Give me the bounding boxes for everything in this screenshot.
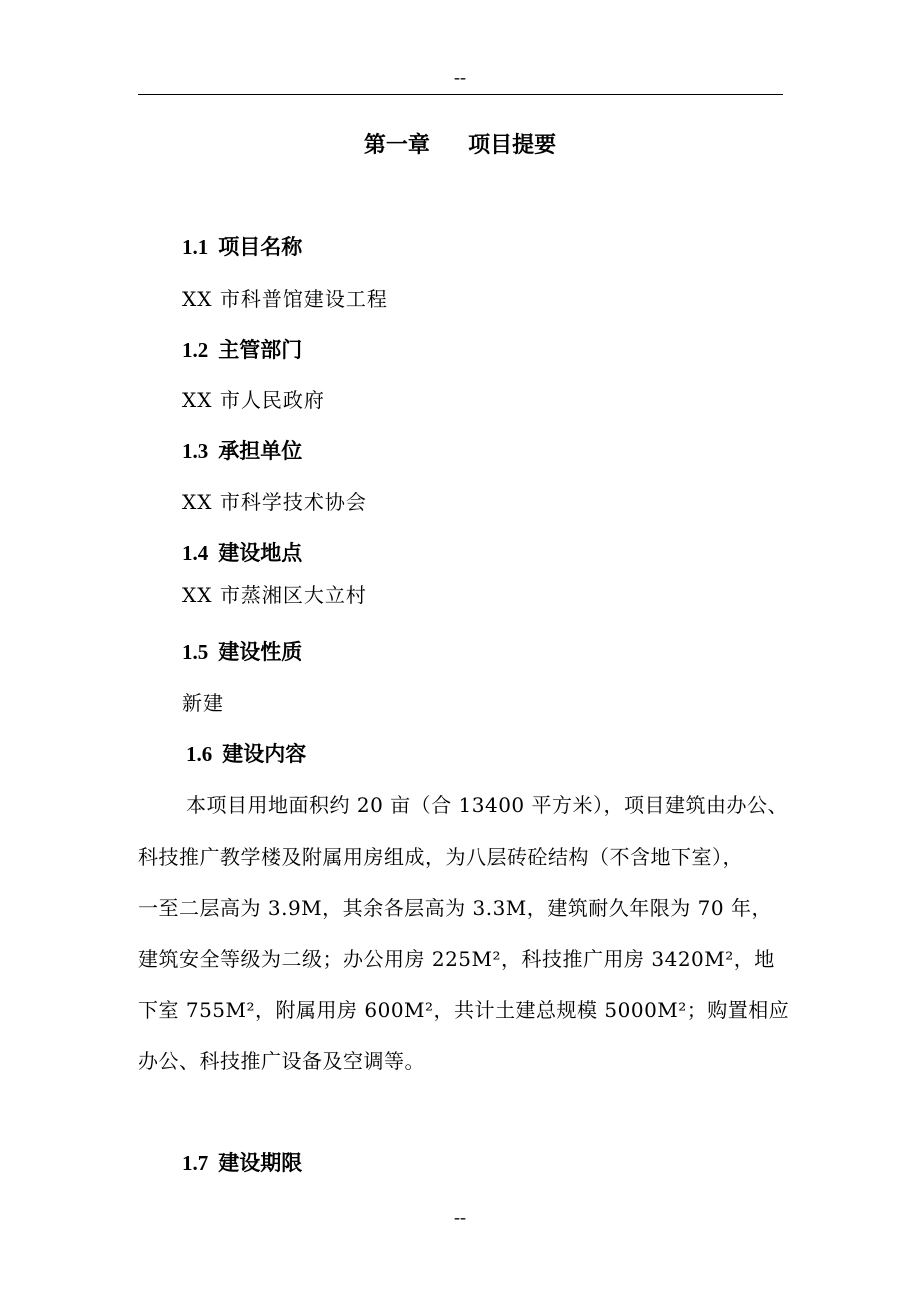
- section-number: 1.3: [182, 439, 209, 463]
- page-footer-mark: --: [454, 1207, 466, 1227]
- content-paragraph-line: 科技推广教学楼及附属用房组成，为八层砖砼结构（不含地下室），: [138, 845, 743, 869]
- section-heading-1-5: [182, 637, 302, 667]
- section-title: 项目名称: [218, 234, 303, 259]
- section-value-1-4: XX 市蒸湘区大立村: [182, 583, 367, 607]
- section-number: 1.1: [182, 235, 209, 259]
- section-value-1-5: 新建: [182, 691, 224, 715]
- content-paragraph-line: 下室 755M²，附属用房 600M²，共计土建总规模 5000M²；购置相应: [138, 998, 790, 1022]
- header-rule: [138, 94, 783, 95]
- section-heading-1-3: [182, 436, 302, 466]
- section-value-1-1: XX 市科普馆建设工程: [182, 287, 388, 311]
- content-paragraph-line: 一至二层高为 3.9M，其余各层高为 3.3M，建筑耐久年限为 70 年，: [138, 896, 772, 920]
- section-number: 1.4: [182, 541, 209, 565]
- section-title: 建设地点: [218, 540, 303, 565]
- content-paragraph-line: 办公、科技推广设备及空调等。: [138, 1049, 425, 1073]
- page-header-mark: --: [454, 67, 466, 87]
- section-number: 1.2: [182, 338, 209, 362]
- section-number: 1.5: [182, 640, 209, 664]
- section-title: 建设内容: [222, 741, 307, 766]
- section-heading-1-6: [186, 739, 306, 769]
- chapter-title: 第一章 项目提要: [363, 132, 557, 158]
- section-title: 承担单位: [218, 438, 303, 463]
- section-heading-1-7: [182, 1148, 302, 1178]
- section-value-1-2: XX 市人民政府: [182, 388, 325, 412]
- section-number: 1.7: [182, 1151, 209, 1175]
- section-heading-1-2: [182, 335, 302, 365]
- section-title: 主管部门: [218, 337, 303, 362]
- content-paragraph-line: 本项目用地面积约 20 亩（合 13400 平方米），项目建筑由办公、: [186, 793, 789, 817]
- section-heading-1-1: [182, 232, 302, 262]
- section-number: 1.6: [186, 742, 213, 766]
- content-paragraph-line: 建筑安全等级为二级；办公用房 225M²，科技推广用房 3420M²，地: [138, 947, 775, 971]
- section-value-1-3: XX 市科学技术协会: [182, 490, 367, 514]
- section-title: 建设期限: [218, 1150, 303, 1175]
- section-heading-1-4: [182, 538, 302, 568]
- section-title: 建设性质: [218, 639, 303, 664]
